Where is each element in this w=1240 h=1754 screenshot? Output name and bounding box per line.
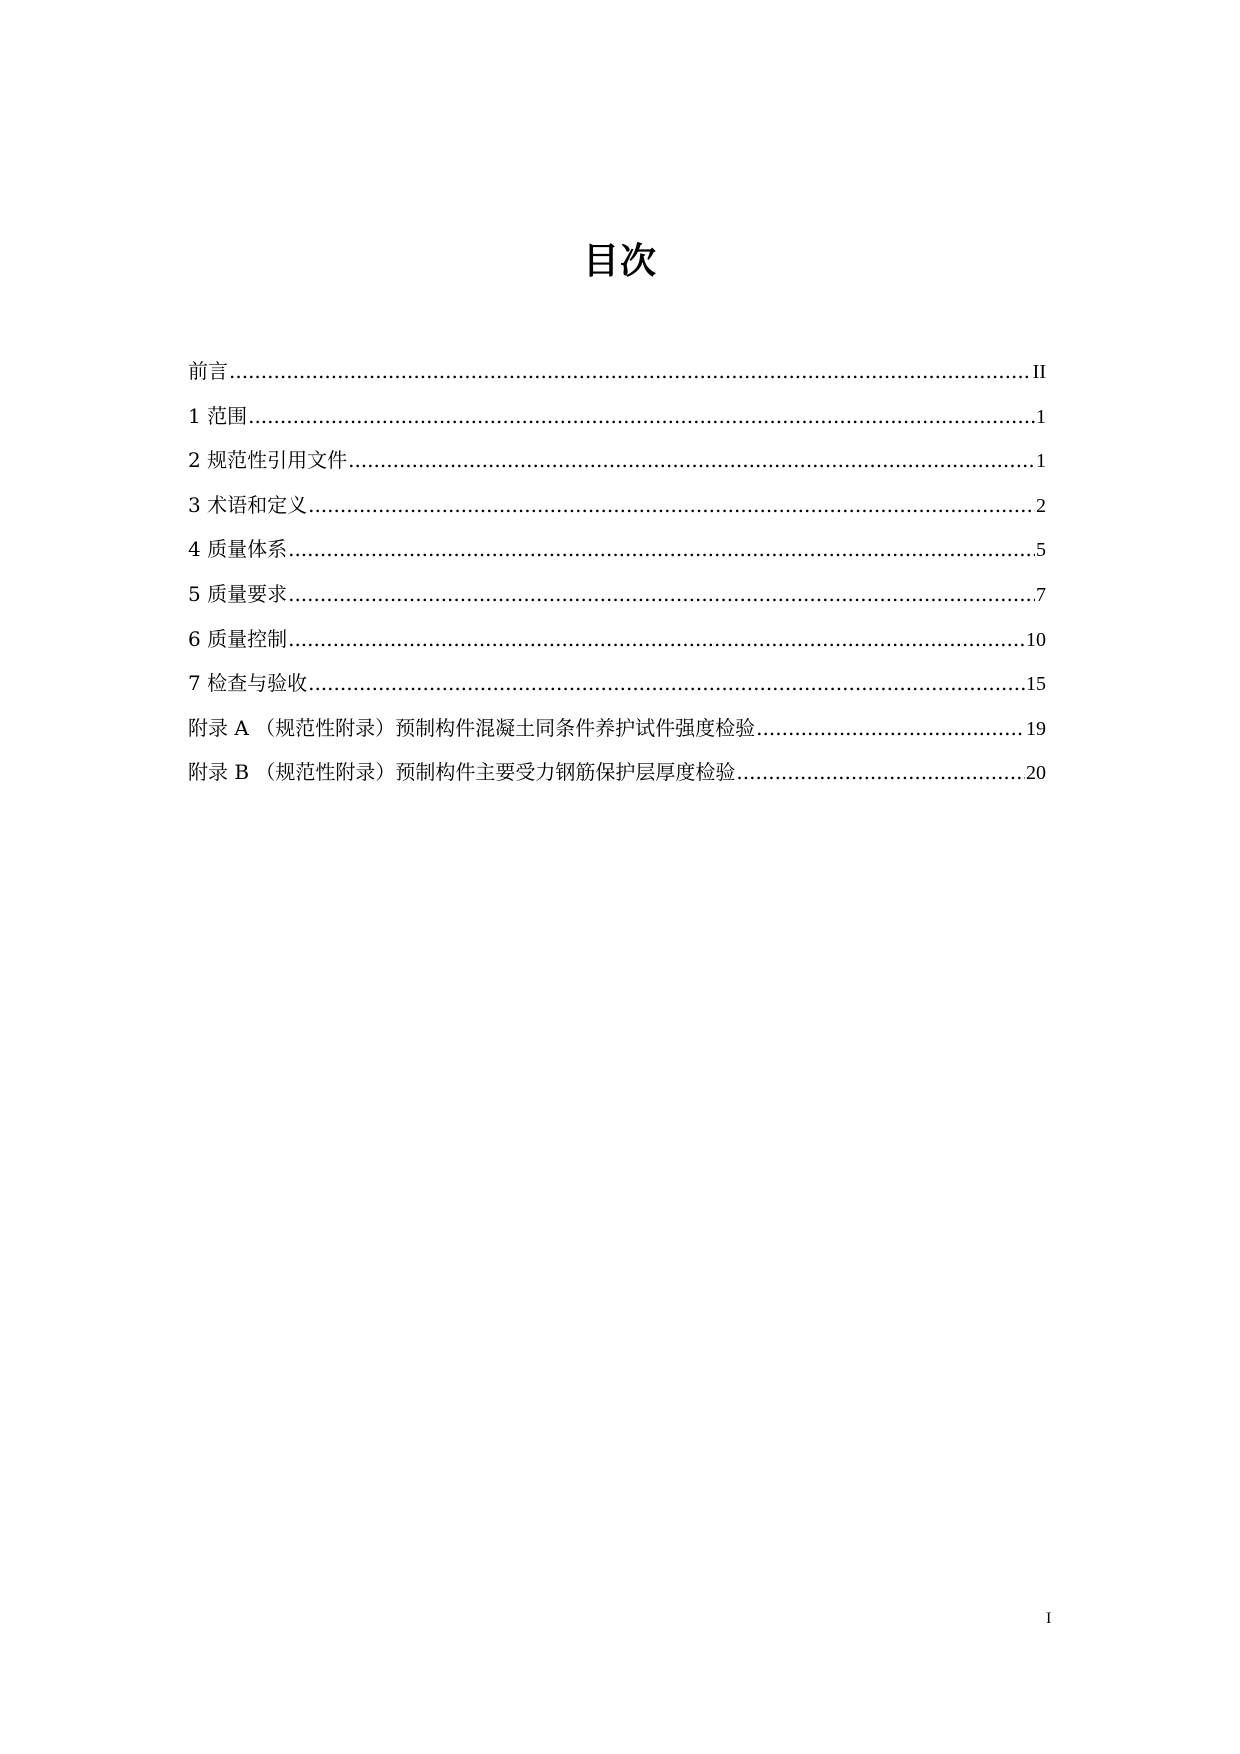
toc-entry-scope[interactable] (188, 403, 1046, 448)
toc-entry-label: 6 质量控制 (188, 626, 288, 651)
toc-entry-label: 附录 B （规范性附录）预制构件主要受力钢筋保护层厚度检验 (188, 760, 736, 785)
toc-entry-quality-control[interactable] (188, 626, 1046, 671)
toc-dot-leader (288, 626, 1025, 652)
toc-entry-label: 3 术语和定义 (188, 492, 308, 517)
toc-entry-page: 19 (1026, 717, 1046, 740)
toc-dot-leader (248, 403, 1035, 429)
toc-entry-quality-system[interactable] (188, 536, 1046, 581)
toc-dot-leader (308, 492, 1035, 518)
toc-entry-terms-definitions[interactable] (188, 492, 1046, 537)
toc-entry-page: II (1032, 361, 1046, 383)
page-number: I (1046, 1610, 1052, 1627)
toc-entry-label: 7 检查与验收 (188, 671, 308, 696)
toc-dot-leader (736, 759, 1025, 785)
toc-entry-preface[interactable] (188, 358, 1046, 403)
toc-entry-label: 4 质量体系 (188, 537, 288, 562)
toc-dot-leader (756, 715, 1025, 741)
toc-entry-page: 20 (1026, 762, 1046, 785)
toc-dot-leader (229, 358, 1032, 384)
toc-entry-page: 7 (1036, 583, 1046, 606)
toc-entry-label: 附录 A （规范性附录）预制构件混凝土同条件养护试件强度检验 (188, 715, 756, 740)
toc-entry-normative-references[interactable] (188, 447, 1046, 492)
toc-dot-leader (308, 670, 1025, 696)
toc-entry-page: 2 (1036, 494, 1046, 517)
toc-entry-inspection-acceptance[interactable] (188, 670, 1046, 715)
toc-dot-leader (288, 536, 1035, 562)
toc-dot-leader (348, 447, 1035, 473)
toc-entry-page: 1 (1036, 405, 1046, 428)
toc-title: 目次 (582, 241, 657, 282)
toc-entry-page: 10 (1026, 628, 1046, 651)
toc-entry-label: 2 规范性引用文件 (188, 448, 348, 473)
toc-entry-label: 前言 (188, 359, 228, 383)
toc-entry-page: 1 (1036, 450, 1046, 473)
toc-entry-label: 5 质量要求 (188, 581, 288, 606)
toc-dot-leader (288, 581, 1035, 607)
toc-entry-quality-requirements[interactable] (188, 581, 1046, 626)
toc-entry-label: 1 范围 (188, 403, 248, 428)
toc-entry-appendix-b[interactable] (188, 759, 1046, 804)
toc-entry-appendix-a[interactable] (188, 715, 1046, 760)
toc-entry-page: 15 (1026, 673, 1046, 696)
toc-entry-page: 5 (1036, 539, 1046, 562)
table-of-contents (188, 358, 1046, 804)
